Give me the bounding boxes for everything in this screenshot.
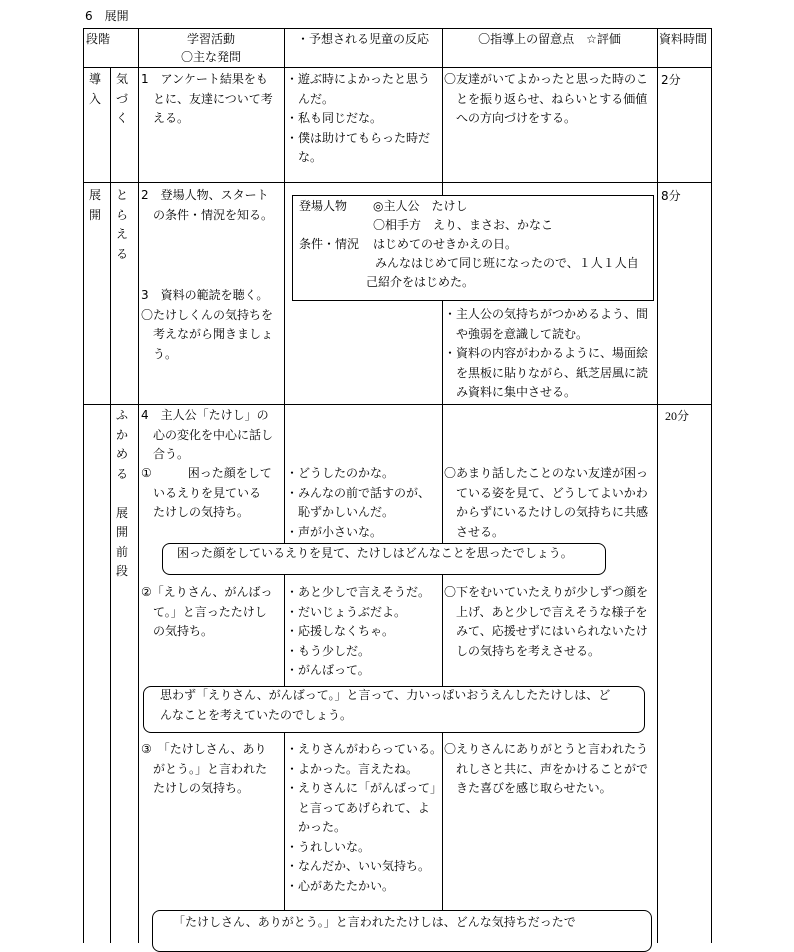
- develop-activity-3: 3 資料の範読を聴く。 〇たけしくんの気持ちを 考えながら聞きましょ う。: [141, 288, 274, 361]
- develop-time: 8分: [661, 189, 681, 203]
- stage-char: る: [115, 466, 128, 481]
- condition-1: はじめてのせきかえの日。: [373, 237, 518, 251]
- row-divider-develop: [83, 404, 712, 405]
- stage-sub-divider: [110, 67, 111, 943]
- develop-notes: ・主人公の気持ちがつかめるよう、間 や強弱を意識して読む。 ・資料の内容がわかるように、場面絵 を黒板に貼りながら、紙芝居風に読 み資料に集中させる。: [444, 307, 649, 399]
- q3-notes: 〇えりさんにありがとうと言われたう れしさと共に、声をかけることがで きた喜びを感じ取らせたい。: [444, 742, 649, 795]
- header-activity-line2: 〇主な発問: [180, 50, 241, 64]
- notes-col-line: [442, 28, 443, 943]
- stage-intro: [85, 70, 105, 109]
- q2-reactions: ・あと少しで言えそうだ。 ・だいじょうぶだよ。 ・応援しなくちゃ。 ・もう少しだ。 ・がんばって。: [286, 585, 431, 677]
- header-stage: 段階: [86, 32, 111, 46]
- q3-activity: ③ 「たけしさん、あり がとう。」と言われた たけしの気持ち。: [141, 742, 268, 795]
- stage-char: づ: [115, 91, 128, 106]
- deepen-time: 20分: [665, 409, 690, 423]
- q3-reactions: ・えりさんがわらっている。 ・よかった。言えたね。 ・えりさんに「がんばって」 と言ってあげられて、よ かった。 ・うれしいな。 ・なんだか、いい気持ち。 ・心があたたかい。: [286, 742, 443, 893]
- header-time: 資料時間: [659, 32, 708, 46]
- header-activity-line1: 学習活動: [186, 32, 235, 46]
- label-characters: 登場人物: [299, 199, 348, 213]
- table-right-border: [711, 28, 712, 943]
- stage-char: く: [115, 111, 128, 125]
- reaction-col-line: [284, 28, 285, 943]
- main-character: ◎主人公 たけし: [373, 199, 468, 213]
- q2-question: 思わず「えりさん、がんばって。」と言って、力いっぱいおうえんしたたけしは、ど んなことを考えていたのでしょう。: [160, 688, 611, 722]
- stage-char: 入: [88, 91, 101, 106]
- intro-reactions: ・遊ぶ時によかったと思う んだ。 ・私も同じだな。 ・僕は助けてもらった時だ な。: [286, 72, 431, 164]
- table-left-border: [83, 28, 84, 943]
- header-reaction: ・予想される児童の反応: [296, 32, 429, 46]
- activity-col-line: [138, 28, 139, 943]
- stage-develop: [85, 186, 105, 225]
- other-characters: 〇相手方 えり、まさお、かなこ: [373, 218, 554, 232]
- q1-question: 困った顔をしているえりを見て、たけしはどんなことを思ったでしょう。: [177, 546, 573, 560]
- stage-char: 展: [88, 188, 101, 202]
- header-divider: [83, 67, 712, 68]
- stage-char: ふ: [115, 408, 128, 422]
- intro-time: 2分: [661, 73, 681, 87]
- section-title: 6 展開: [85, 9, 129, 23]
- q1-reactions: ・どうしたのかな。 ・みんなの前で話すのが、 恥ずかしいんだ。 ・声が小さいな。: [286, 466, 431, 539]
- q1-question-box: [162, 543, 606, 575]
- header-notes: 〇指導上の留意点 ☆評価: [478, 32, 621, 46]
- develop-activity-2: 2 登場人物、スタート の条件・情況を知る。: [141, 188, 274, 222]
- intro-notes: 〇友達がいてよかったと思った時のこ とを振り返らせ、ねらいとする価値 への方向づけをする。: [444, 72, 649, 125]
- q1-notes: 〇あまり話したことのない友達が困っ ている姿を見て、どうしてよいかわ からずにいるたけしの気持ちに共感 させる。: [444, 466, 649, 539]
- q2-notes: 〇下をむいていたえりが少しずつ顔を 上げ、あと少しで言えそうな様子を みて、応援せずにはいられないたけ しの気持ちを考えさせる。: [444, 585, 649, 658]
- stage-char: 前: [115, 544, 128, 559]
- stage-char: 開: [115, 525, 128, 539]
- stage-char: ら: [115, 207, 128, 222]
- deepen-activity-4: 4 主人公「たけし」の 心の変化を中心に話し 合う。: [141, 408, 274, 461]
- substage-grasp: [112, 186, 132, 264]
- stage-char: 導: [88, 72, 101, 86]
- stage-char: 気: [115, 72, 128, 86]
- stage-char: め: [115, 447, 128, 461]
- stage-spacer: [112, 484, 132, 504]
- time-col-line: [657, 28, 658, 943]
- row-divider-intro: [83, 182, 712, 183]
- substage-deepen: [112, 406, 132, 582]
- q2-question-box: [143, 686, 645, 733]
- condition-3: 己紹介をはじめた。: [366, 275, 475, 289]
- label-conditions: 条件・情況: [299, 237, 360, 251]
- stage-char: と: [115, 188, 128, 202]
- q2-activity: ②「えりさん、がんばっ て。」と言ったたけし の気持ち。: [141, 585, 273, 638]
- stage-char: 開: [88, 207, 101, 222]
- stage-char: る: [115, 246, 128, 261]
- q3-question-box: [152, 910, 652, 952]
- characters-box: [292, 195, 654, 301]
- q3-question: 「たけしさん、ありがとう。」と言われたたけしは、どんな気持ちだったで: [173, 915, 576, 929]
- stage-char: か: [115, 427, 128, 442]
- condition-2: みんなはじめて同じ班になったので、１人１人自: [375, 256, 639, 270]
- substage-notice: [112, 70, 132, 129]
- stage-char: え: [115, 227, 128, 241]
- stage-char: 展: [115, 505, 128, 520]
- q1-activity: ① 困った顔をして いるえりを見ている たけしの気持ち。: [141, 466, 272, 519]
- stage-char: 段: [115, 564, 128, 578]
- intro-activity: 1 アンケート結果をも とに、友達について考 える。: [141, 72, 273, 125]
